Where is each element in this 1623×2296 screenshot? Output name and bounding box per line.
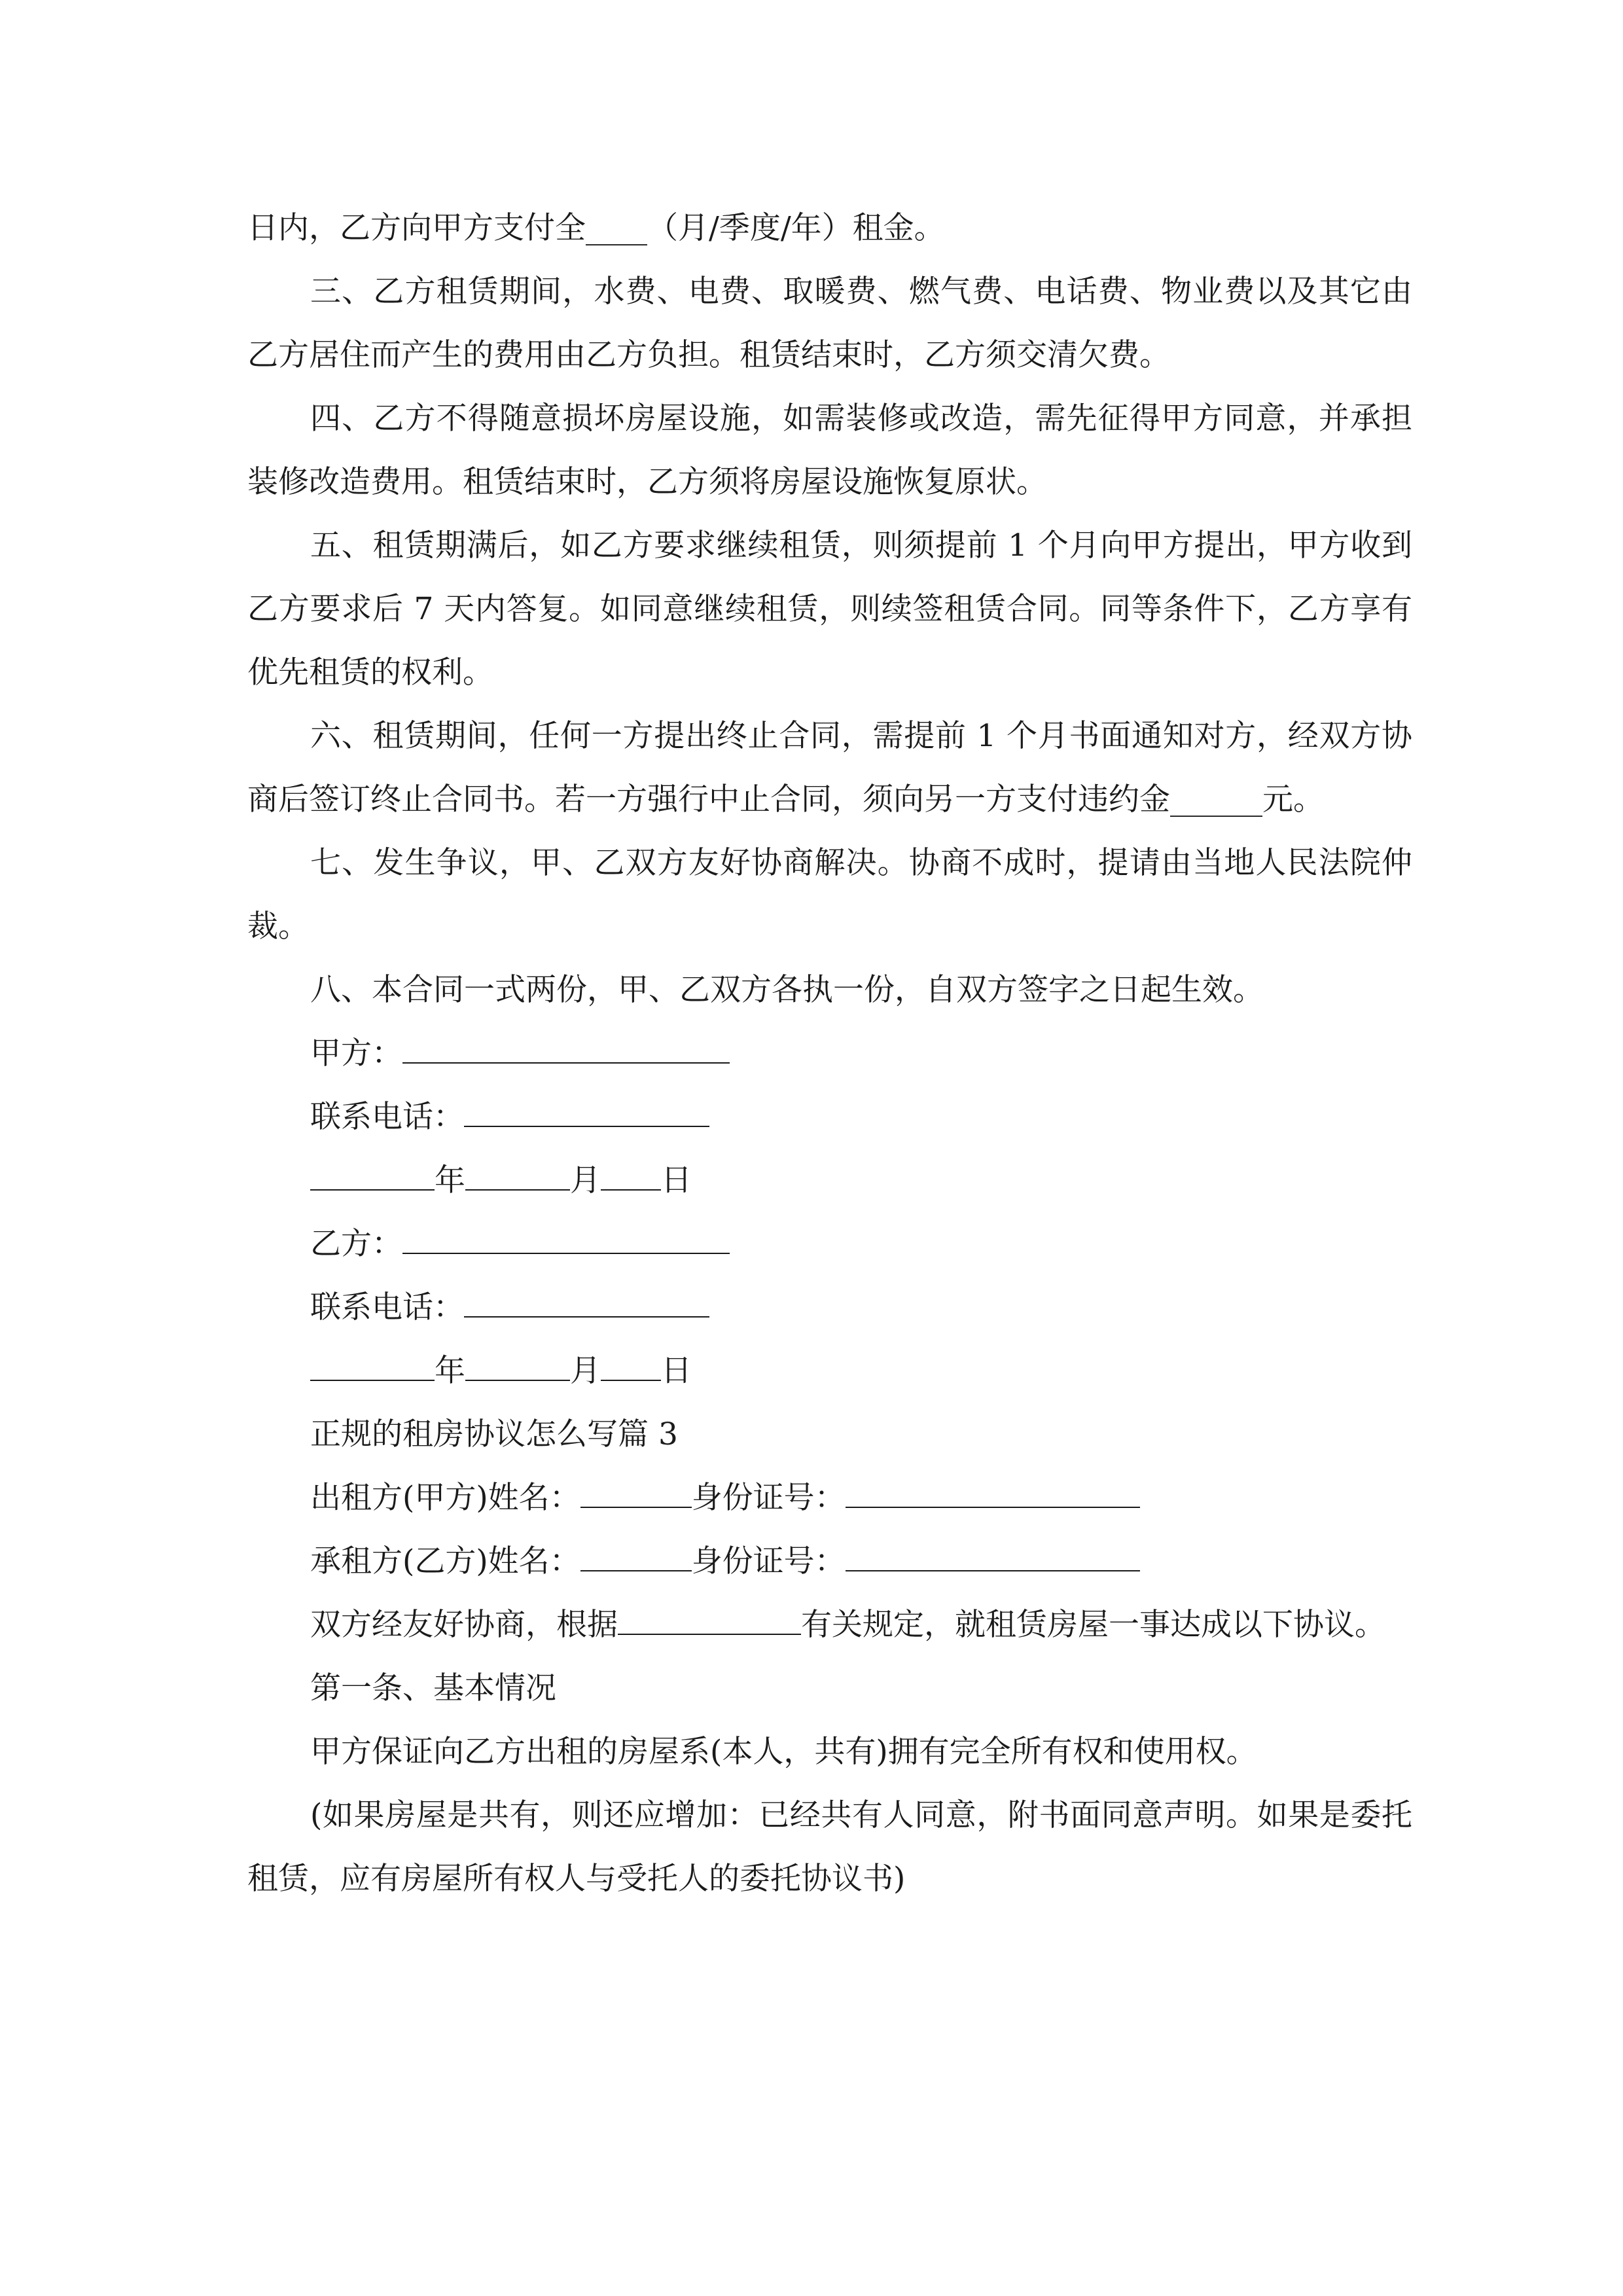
basis-before: 双方经友好协商，根据 xyxy=(310,1607,618,1643)
paragraph-clause-6: 六、租赁期间，任何一方提出终止合同，需提前 1 个月书面通知对方，经双方协商后签订终止合同书。若一方强行中止合同，须向另一方支付违约金______元。 xyxy=(247,718,1412,817)
lessee-id-blank[interactable] xyxy=(846,1530,1140,1571)
paragraph-basis xyxy=(247,1593,1412,1657)
phone-a-blank[interactable] xyxy=(464,1085,709,1127)
lessor-id-blank[interactable] xyxy=(846,1466,1140,1508)
signature-date-b xyxy=(247,1339,1412,1403)
party-b-blank[interactable] xyxy=(402,1212,730,1254)
lessor-name-blank[interactable] xyxy=(580,1466,692,1508)
year-a-blank[interactable] xyxy=(310,1149,435,1191)
signature-party-b xyxy=(247,1212,1412,1276)
month-a-blank[interactable] xyxy=(465,1149,570,1191)
signature-phone-a xyxy=(247,1085,1412,1149)
paragraph-clause-8: 八、本合同一式两份，甲、乙双方各执一份，自双方签字之日起生效。 xyxy=(310,972,1264,1008)
party-b-label: 乙方： xyxy=(310,1226,402,1262)
day-label: 日 xyxy=(661,1353,692,1389)
year-b-blank[interactable] xyxy=(310,1339,435,1381)
signature-phone-b xyxy=(247,1276,1412,1339)
document-page xyxy=(247,196,1412,1910)
paragraph-clause-5: 五、租赁期满后，如乙方要求继续租赁，则须提前 1 个月向甲方提出，甲方收到乙方要求后 7 天内答复。如同意继续租赁，则续签租赁合同。同等条件下，乙方享有优先租赁的权利。 xyxy=(247,528,1412,691)
day-label: 日 xyxy=(661,1162,692,1198)
party-a-label: 甲方： xyxy=(310,1035,402,1071)
paragraph-rent-payment: 日内，乙方向甲方支付全____（月/季度/年）租金。 xyxy=(247,210,945,246)
basis-after: 有关规定，就租赁房屋一事达成以下协议。 xyxy=(801,1607,1385,1643)
article-1-heading: 第一条、基本情况 xyxy=(310,1670,556,1706)
phone-label-a: 联系电话： xyxy=(310,1099,464,1135)
paragraph-note: (如果房屋是共有，则还应增加：已经共有人同意，附书面同意声明。如果是委托租赁，应有房屋所有权人与受托人的委托协议书) xyxy=(247,1797,1412,1897)
lessor-line xyxy=(247,1466,1412,1530)
paragraph-clause-3: 三、乙方租赁期间，水费、电费、取暖费、燃气费、电话费、物业费以及其它由乙方居住而产生的费用由乙方负担。租赁结束时，乙方须交清欠费。 xyxy=(247,274,1412,373)
month-label: 月 xyxy=(570,1353,601,1389)
signature-party-a xyxy=(247,1022,1412,1085)
year-label: 年 xyxy=(435,1162,465,1198)
day-b-blank[interactable] xyxy=(601,1339,661,1381)
month-label: 月 xyxy=(570,1162,601,1198)
lessee-line xyxy=(247,1530,1412,1593)
year-label: 年 xyxy=(435,1353,465,1389)
paragraph-ownership: 甲方保证向乙方出租的房屋系(本人，共有)拥有完全所有权和使用权。 xyxy=(310,1734,1257,1770)
lessee-label: 承租方(乙方)姓名： xyxy=(310,1543,580,1579)
section-heading: 正规的租房协议怎么写篇 3 xyxy=(310,1416,678,1452)
day-a-blank[interactable] xyxy=(601,1149,661,1191)
party-a-blank[interactable] xyxy=(402,1022,730,1064)
lessor-label: 出租方(甲方)姓名： xyxy=(310,1480,580,1516)
phone-b-blank[interactable] xyxy=(464,1276,709,1318)
basis-blank[interactable] xyxy=(618,1593,801,1635)
lessor-id-label: 身份证号： xyxy=(691,1480,846,1516)
phone-label-b: 联系电话： xyxy=(310,1289,464,1325)
paragraph-clause-4: 四、乙方不得随意损坏房屋设施，如需装修或改造，需先征得甲方同意，并承担装修改造费用。租赁结束时，乙方须将房屋设施恢复原状。 xyxy=(247,401,1412,500)
lessee-id-label: 身份证号： xyxy=(691,1543,846,1579)
signature-date-a xyxy=(247,1149,1412,1212)
month-b-blank[interactable] xyxy=(465,1339,570,1381)
paragraph-clause-7: 七、发生争议，甲、乙双方友好协商解决。协商不成时，提请由当地人民法院仲裁。 xyxy=(247,845,1412,944)
lessee-name-blank[interactable] xyxy=(580,1530,692,1571)
